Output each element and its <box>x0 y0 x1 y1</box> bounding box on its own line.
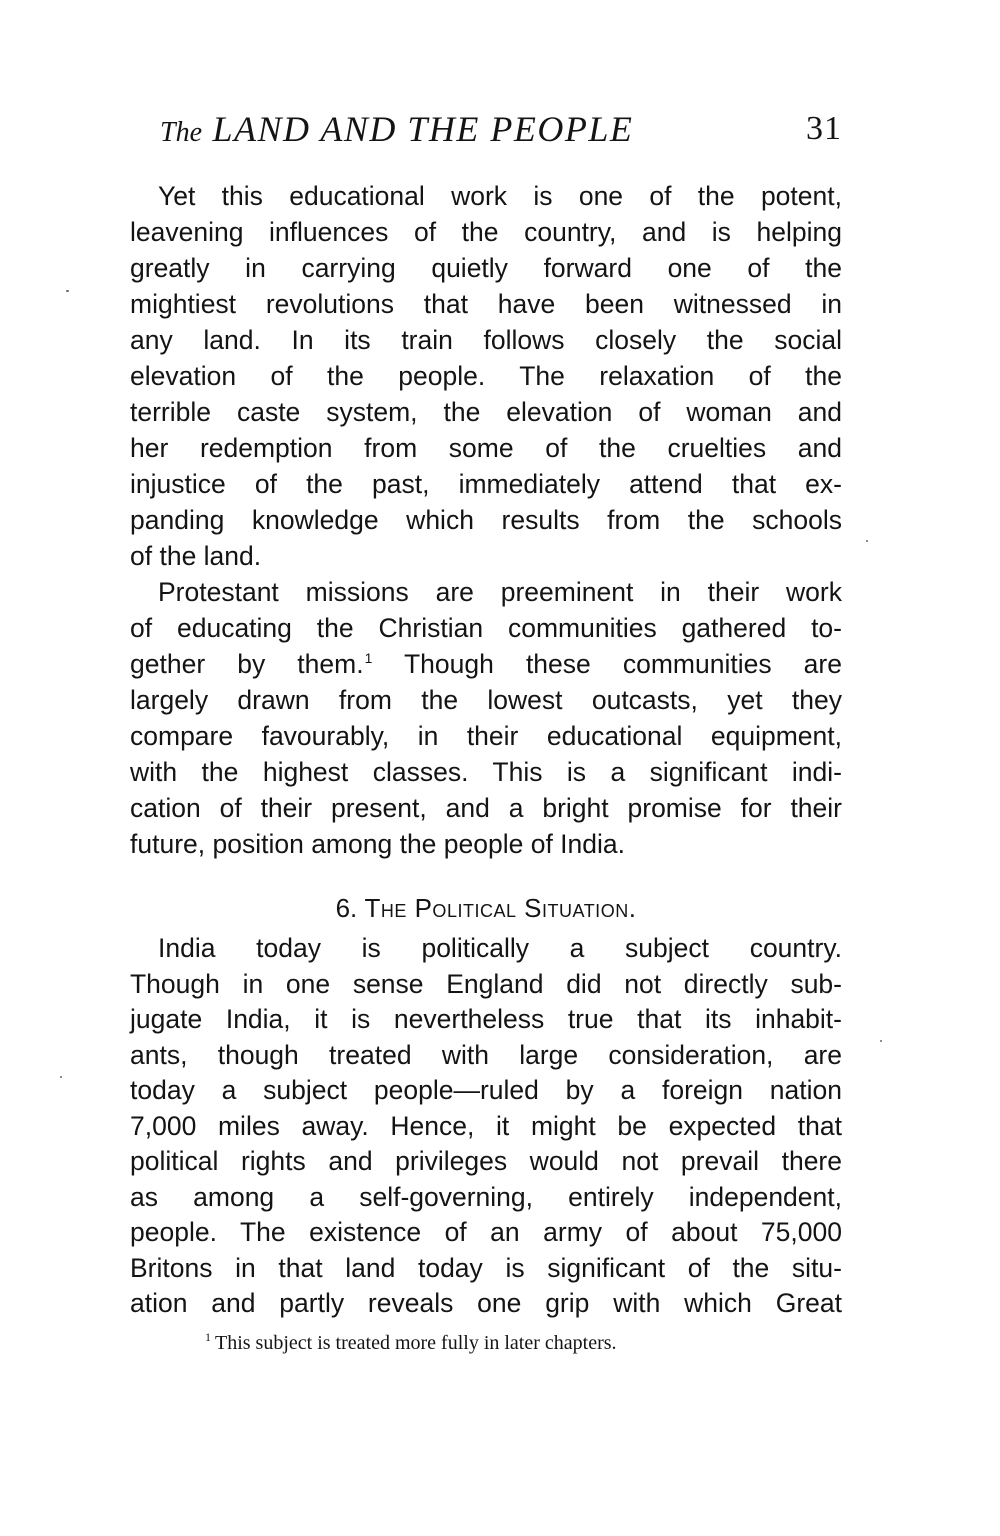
text-line: political rights and privileges would not prevail there <box>130 1146 842 1176</box>
body-text <box>130 178 842 862</box>
paragraph-protestant-missions <box>130 574 842 862</box>
text-line: jugate India, it is nevertheless true that its inhabit- <box>130 1004 842 1034</box>
text-line-segment: gether by them. <box>130 649 364 679</box>
text-line: panding knowledge which results from the schools <box>130 505 842 535</box>
text-line: Though in one sense England did not directly sub- <box>130 968 842 999</box>
text-line: Britons in that land today is significant of the situ- <box>130 1252 842 1283</box>
scan-speck <box>60 1076 62 1078</box>
text-line: India today is politically a subject country. <box>158 933 842 963</box>
book-page <box>130 0 842 1536</box>
text-line: cation of their present, and a bright promise for their <box>130 793 842 823</box>
text-line: terrible caste system, the elevation of woman and <box>130 397 842 427</box>
text-line: ation and partly reveals one grip with which Great <box>130 1288 842 1318</box>
section-number: 6. <box>335 893 358 923</box>
running-head-title-article: The <box>160 117 202 148</box>
paragraph-education-influence <box>130 178 842 574</box>
text-line: greatly in carrying quietly forward one of the <box>130 253 842 283</box>
section-heading <box>130 890 842 926</box>
footnote-reference: 1 <box>364 650 373 666</box>
text-line: injustice of the past, immediately attend that ex- <box>130 469 842 499</box>
text-line: compare favourably, in their educational equipment, <box>130 721 842 751</box>
text-line: ants, though treated with large consideration, are <box>130 1039 842 1070</box>
text-line: Protestant missions are preeminent in their work <box>158 577 842 607</box>
text-line: today a subject people—ruled by a foreign nation <box>130 1075 842 1105</box>
page-number: 31 <box>806 110 842 147</box>
text-line: of the land. <box>130 541 262 571</box>
footnote <box>204 1330 824 1356</box>
text-line: her redemption from some of the cruelties and <box>130 433 842 463</box>
text-line: largely drawn from the lowest outcasts, yet they <box>130 685 842 715</box>
text-line <box>130 646 842 682</box>
text-line: future, position among the people of India. <box>130 829 626 859</box>
scan-speck <box>866 540 868 542</box>
running-head-title: LAND AND THE PEOPLE <box>212 109 634 149</box>
scan-speck <box>880 1040 882 1042</box>
footnote-text: This subject is treated more fully in later chapters. <box>215 1332 617 1354</box>
scan-speck <box>66 290 69 292</box>
text-line: leavening influences of the country, and is helping <box>130 217 842 247</box>
text-line: as among a self-governing, entirely independent, <box>130 1181 842 1212</box>
text-line: elevation of the people. The relaxation of the <box>130 361 842 391</box>
text-line: 7,000 miles away. Hence, it might be expected that <box>130 1110 842 1141</box>
paragraph-political-situation <box>130 931 842 1322</box>
text-line: Yet this educational work is one of the potent, <box>158 181 842 211</box>
text-line: with the highest classes. This is a significant indi- <box>130 757 842 787</box>
section-political-situation <box>130 931 842 1322</box>
text-line: of educating the Christian communities gathered to- <box>130 613 842 643</box>
running-head <box>160 104 842 154</box>
text-line: mightiest revolutions that have been witnessed in <box>130 289 842 319</box>
text-line-segment: Though these communities are <box>372 649 842 679</box>
text-line: people. The existence of an army of about 75,000 <box>130 1217 842 1247</box>
text-line: any land. In its train follows closely the social <box>130 325 842 355</box>
section-title: The Political Situation. <box>364 893 637 923</box>
footnote-marker: 1 <box>205 1330 211 1344</box>
